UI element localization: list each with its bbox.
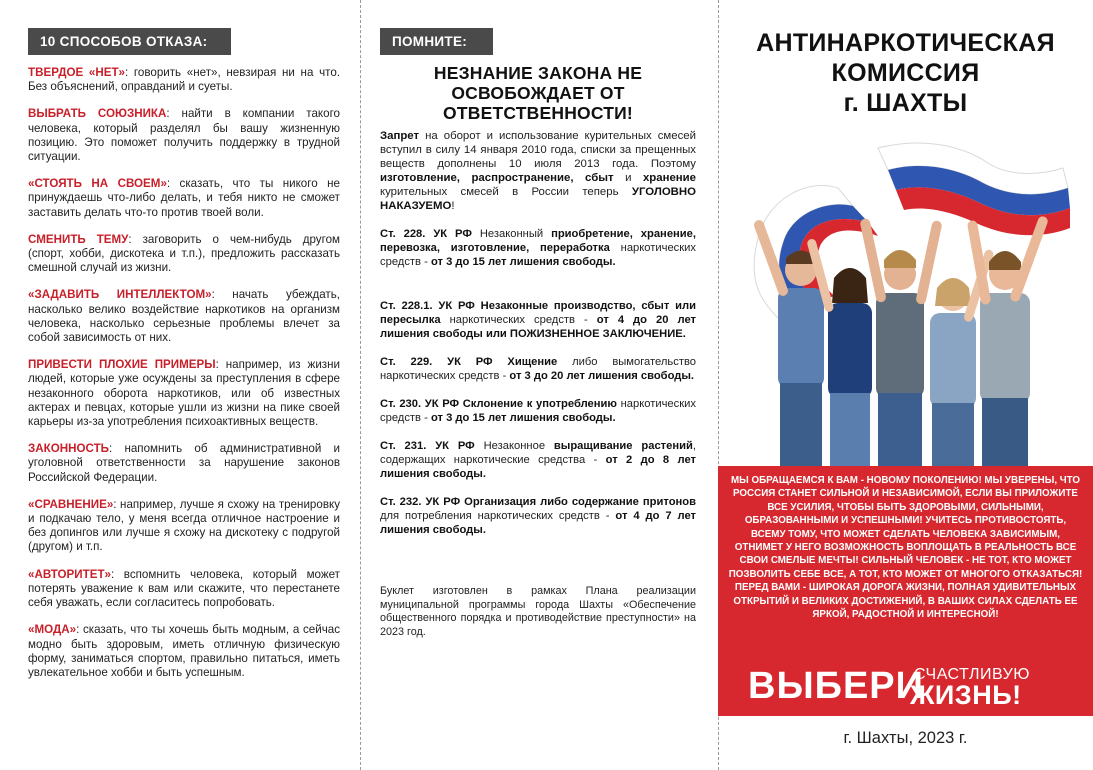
law-article: Ст. 228. УК РФ Незаконный приобретение, хранение, перевозка, изготовление, переработка наркотических средств - от 3 до 15 лет лишения свободы. (380, 228, 697, 268)
appeal-text: МЫ ОБРАЩАЕМСЯ К ВАМ - НОВОМУ ПОКОЛЕНИЮ! МЫ УВЕРЕНЫ, ЧТО РОССИЯ СТАНЕТ СИЛЬНОЙ И НЕЗАВИСИМОЙ, ЕСЛИ ВЫ ПРИЛОЖИТЕ ВСЕ УСИЛИЯ, ЧТОБЫ БЫТЬ ЗДОРОВЫМИ, СИЛЬНЫМИ, ОБРАЗОВАННЫМИ И УСПЕШНЫМИ! УЧИТЕСЬ ПРОТИВОСТОЯТЬ, ВСЕМУ ТОМУ, ЧТО МОЖЕТ СДЕЛАТЬ ЧЕЛОВЕКА ЗАВИСИМЫМ, ОТНИМЕТ У НЕГО ВОЗМОЖНОСТЬ ВОПЛОЩАТЬ В РЕАЛЬНОСТЬ ВСЕ СВОИ СМЕЛЫЕ МЕЧТЫ! СИЛЬНЫЙ ЧЕЛОВЕК - НЕ ТОТ, КТО МОЖЕТ ПОЗВОЛИТЬ СЕБЕ ВСЕ, А ТОТ, КТО МОЖЕТ ОТ МНОГОГО ОТКАЗАТЬСЯ! ПЕРЕД ВАМИ - ШИРОКАЯ ДОРОГА ЖИЗНИ, ПОЛНАЯ УДИВИТЕЛЬНЫХ ОТКРЫТИЙ И ВЕЛИКИХ ДОСТИЖЕНИЙ, В ВАШИХ СИЛАХ СДЕЛАТЬ ЕЕ ЯРКОЙ, РАДОСТНОЙ И ИНТЕРЕСНОЙ! (728, 475, 1083, 621)
way-item: СМЕНИТЬ ТЕМУ: заговорить о чем-нибудь другом (спорт, хобби, дискотека и т.п.), предложить рассказать смешной случай из жизни. (28, 232, 340, 275)
way-item: ПРИВЕСТИ ПЛОХИЕ ПРИМЕРЫ: например, из жизни людей, которые уже осуждены за преступления в сфере незаконного оборота наркотиков, или об известных актерах и певцах, которые ушли из жизни на пике своей карьеры из-за употребления психоактивных веществ. (28, 358, 340, 429)
remember-tab: ПОМНИТЕ: (380, 28, 493, 55)
way-item: «МОДА»: сказать, что ты хочешь быть модным, а сейчас модно быть здоровым, иметь отличную физическую форму, заниматься спортом, правильно питаться, иметь увлекательное хобби и быть успешным. (28, 623, 340, 679)
law-article: Ст. 232. УК РФ Организация либо содержание притонов для потребления наркотических средств - от 4 до 7 лет лишения свободы. (380, 496, 697, 536)
booklet-footer: Буклет изготовлен в рамках Плана реализации муниципальной программы города Шахты «Обеспечение общественного порядка и противодействие преступности» на 2023 год. (380, 585, 696, 638)
way-item: ТВЕРДОЕ «НЕТ»: говорить «нет», невзирая ни на что. Без объяснений, оправданий и суеты. (28, 66, 340, 94)
cover-panel (718, 0, 1093, 770)
appeal-banner (718, 466, 1093, 716)
city-year: г. Шахты, 2023 г. (843, 729, 968, 747)
law-article: Ст. 230. УК РФ Склонение к употреблению наркотических средств - от 3 до 15 лет лишения свободы. (380, 398, 696, 424)
law-article: Ст. 228.1. УК РФ Незаконные производство, сбыт или пересылка наркотических средств - от 4 до 20 лет лишения свободы или ПОЖИЗНЕННОЕ ЗАКЛЮЧЕНИЕ. (380, 300, 696, 340)
refusal-ways-list (28, 66, 340, 680)
refusal-ways-panel (0, 0, 360, 770)
way-item: ВЫБРАТЬ СОЮЗНИКА: найти в компании такого человека, который разделял бы вашу жизненную позицию. Это поможет получить поддержку в трудной ситуации. (28, 107, 340, 164)
youth-photo-illustration (718, 128, 1093, 468)
commission-title: АНТИНАРКОТИЧЕСКАЯ КОМИССИЯ г. ШАХТЫ (756, 29, 1055, 117)
refusal-ways-tab: 10 СПОСОБОВ ОТКАЗА: (28, 28, 231, 55)
way-item: «АВТОРИТЕТ»: вспомнить человека, который может потерять уважение к вам или скажите, что перестанете себя уважать, если согласитесь попробовать. (28, 567, 340, 610)
choose-slogan: ВЫБЕРИ (748, 665, 924, 707)
law-article: Ст. 229. УК РФ Хищение либо вымогательство наркотических средств - от 3 до 20 лет лишения свободы. (380, 356, 696, 382)
way-item: «СТОЯТЬ НА СВОЕМ»: сказать, что ты никого не принуждаешь что-либо делать, и тебя никто не сможет заставить делать что-то против твоей воли. (28, 177, 340, 219)
law-panel (360, 0, 718, 770)
happy-slogan-small: СЧАСТЛИВУЮ (914, 666, 1030, 683)
way-item: ЗАКОННОСТЬ: напомнить об административной и уголовной ответственности за нарушение законов Российской Федерации. (28, 442, 340, 484)
law-article: Ст. 231. УК РФ Незаконное выращивание растений, содержащих наркотические средства - от 2 до 8 лет лишения свободы. (380, 440, 696, 480)
way-item: «СРАВНЕНИЕ»: например, лучше я схожу на тренировку и подкачаю тело, у меня всегда отличное настроение и без допингов или лучше я схожу на дискотеку с подругой (другом) и т.п. (28, 497, 340, 554)
headline: НЕЗНАНИЕ ЗАКОНА НЕ ОСВОБОЖДАЕТ ОТ ОТВЕТСТВЕННОСТИ! (433, 63, 643, 123)
intro-paragraph: Запрет на оборот и использование курительных смесей вступил в силу 14 января 2010 года, списки за прещенных веществ дополнены 10 июля 2013 года. Поэтому изготовление, распространение, сбыт и хранение курительных смесей в России теперь УГОЛОВНО НАКАЗУЕМО! (380, 130, 696, 212)
happy-slogan-big: ЖИЗНЬ! (910, 680, 1022, 710)
people-group-icon (753, 215, 1049, 468)
way-item: «ЗАДАВИТЬ ИНТЕЛЛЕКТОМ»: начать убеждать, насколько велико воздействие наркотиков на организм человека, насколько серьезные проблемы влечет за собой зависимость от них. (28, 288, 341, 345)
